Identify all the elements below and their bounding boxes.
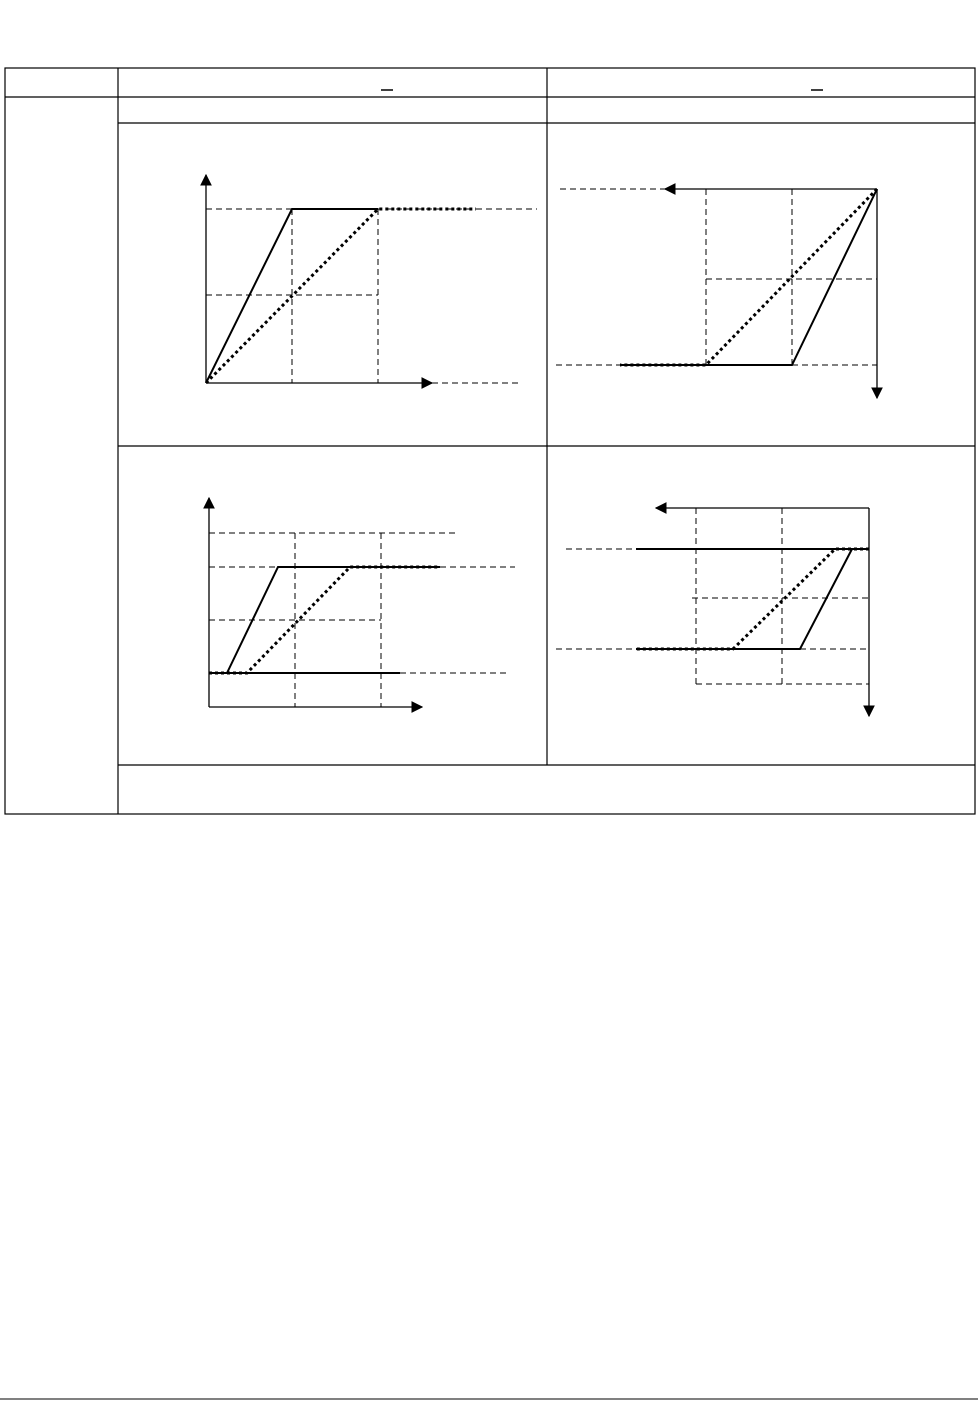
dotted-curve bbox=[620, 189, 877, 365]
guide-lines bbox=[206, 209, 537, 383]
diagram-bottom-right bbox=[556, 508, 869, 716]
guide-lines bbox=[556, 508, 869, 684]
dotted-curve bbox=[206, 209, 476, 383]
solid-curve bbox=[620, 189, 877, 365]
diagram-bottom-left bbox=[209, 498, 515, 707]
dotted-curve bbox=[636, 549, 869, 649]
table-border bbox=[5, 68, 975, 814]
diagram-top-right bbox=[556, 189, 877, 398]
guide-lines bbox=[556, 189, 877, 365]
table-grid bbox=[5, 68, 975, 814]
guide-lines bbox=[209, 533, 515, 707]
diagram-top-left bbox=[206, 175, 537, 383]
